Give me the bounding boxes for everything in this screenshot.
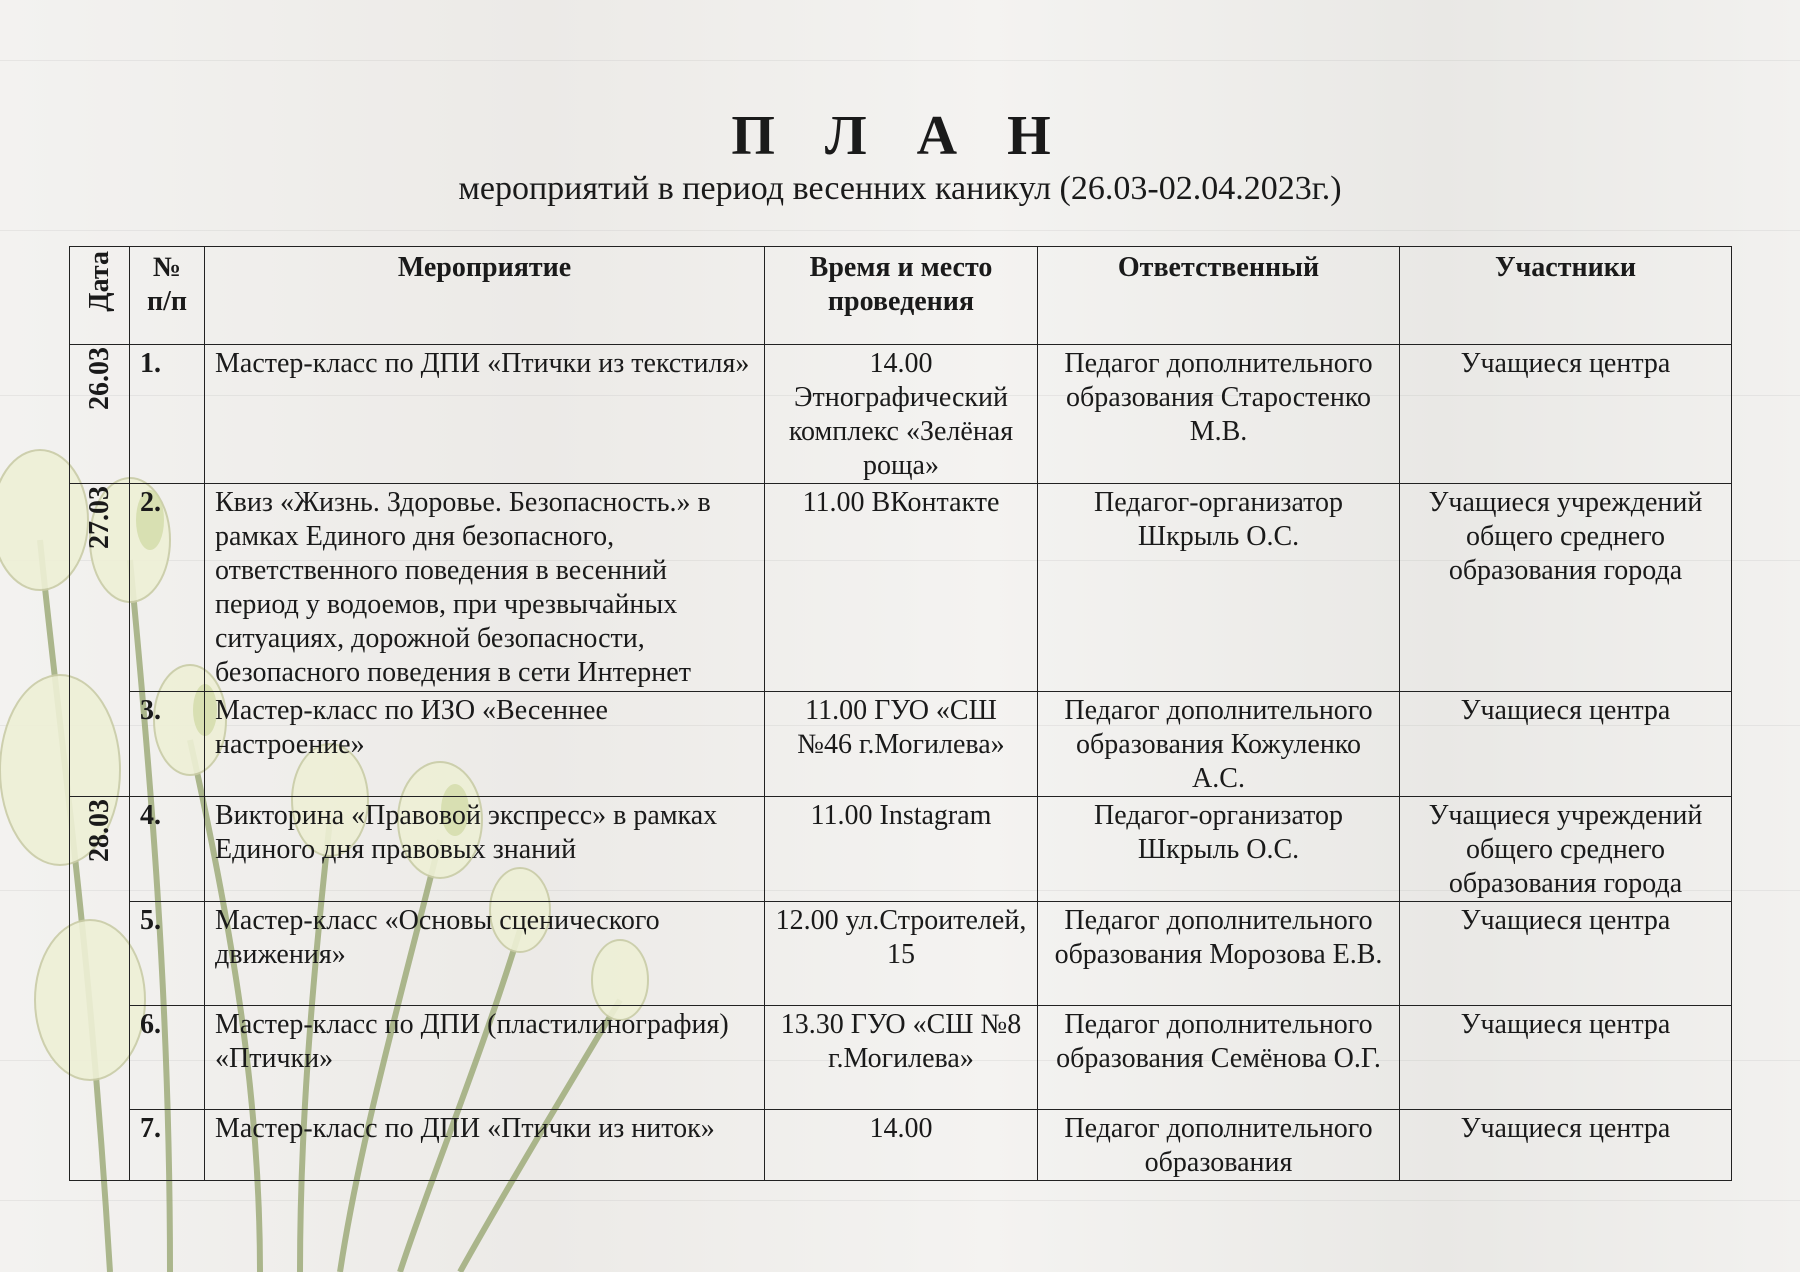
header-time: Время и место проведения	[765, 247, 1038, 345]
page-subtitle: мероприятий в период весенних каникул (26.03-02.04.2023г.)	[458, 170, 1342, 207]
responsible-cell: Педагог дополнительного образования Старостенко М.В.	[1038, 345, 1400, 484]
table-row	[70, 1006, 1732, 1110]
responsible-cell: Педагог-организатор Шкрыль О.С.	[1038, 797, 1400, 902]
row-number: 7.	[130, 1110, 205, 1181]
event-cell: Мастер-класс «Основы сценического движения»	[205, 902, 765, 1006]
row-number: 2.	[130, 484, 205, 692]
events-table	[69, 246, 1732, 1181]
event-cell: Викторина «Правовой экспресс» в рамках Единого дня правовых знаний	[205, 797, 765, 902]
table-header-row	[70, 247, 1732, 345]
event-cell: Мастер-класс по ДПИ «Птички из текстиля»	[205, 345, 765, 484]
table-row	[70, 1110, 1732, 1181]
responsible-cell: Педагог дополнительного образования Морозова Е.В.	[1038, 902, 1400, 1006]
page-title: П Л А Н	[731, 105, 1069, 167]
header-num: № п/п	[130, 247, 205, 345]
time-place-cell: 11.00 ГУО «СШ №46 г.Могилева»	[765, 692, 1038, 797]
participants-cell: Учащиеся центра	[1400, 902, 1732, 1006]
event-cell: Мастер-класс по ИЗО «Весеннее настроение»	[205, 692, 765, 797]
row-number: 1.	[130, 345, 205, 484]
time-place-cell: 14.00	[765, 1110, 1038, 1181]
row-number: 4.	[130, 797, 205, 902]
header-responsible: Ответственный	[1038, 247, 1400, 345]
row-number: 3.	[130, 692, 205, 797]
header-event: Мероприятие	[205, 247, 765, 345]
table-row	[70, 797, 1732, 902]
row-number: 5.	[130, 902, 205, 1006]
time-place-cell: 13.30 ГУО «СШ №8 г.Могилева»	[765, 1006, 1038, 1110]
responsible-cell: Педагог дополнительного образования Кожуленко А.С.	[1038, 692, 1400, 797]
participants-cell: Учащиеся центра	[1400, 1006, 1732, 1110]
responsible-cell: Педагог дополнительного образования	[1038, 1110, 1400, 1181]
participants-cell: Учащиеся центра	[1400, 345, 1732, 484]
header-participants: Участники	[1400, 247, 1732, 345]
time-place-cell: 12.00 ул.Строителей, 15	[765, 902, 1038, 1006]
header-date: Дата	[70, 247, 130, 345]
event-cell: Мастер-класс по ДПИ «Птички из ниток»	[205, 1110, 765, 1181]
row-number: 6.	[130, 1006, 205, 1110]
time-place-cell: 11.00 ВКонтакте	[765, 484, 1038, 692]
date-cell: 26.03	[70, 345, 130, 484]
responsible-cell: Педагог-организатор Шкрыль О.С.	[1038, 484, 1400, 692]
participants-cell: Учащиеся центра	[1400, 1110, 1732, 1181]
event-cell: Квиз «Жизнь. Здоровье. Безопасность.» в рамках Единого дня безопасного, ответственного поведения в весенний период у водоемов, при чрезвычайных ситуациях, дорожной безопасности, безопасного поведения в сети Интернет	[205, 484, 765, 692]
event-cell: Мастер-класс по ДПИ (пластилинография) «Птички»	[205, 1006, 765, 1110]
participants-cell: Учащиеся учреждений общего среднего образования города	[1400, 484, 1732, 692]
time-place-cell: 14.00 Этнографический комплекс «Зелёная роща»	[765, 345, 1038, 484]
participants-cell: Учащиеся центра	[1400, 692, 1732, 797]
table-row	[70, 345, 1732, 484]
responsible-cell: Педагог дополнительного образования Семёнова О.Г.	[1038, 1006, 1400, 1110]
table-row	[70, 484, 1732, 692]
date-cell: 27.03	[70, 484, 130, 797]
date-cell: 28.03	[70, 797, 130, 1181]
participants-cell: Учащиеся учреждений общего среднего образования города	[1400, 797, 1732, 902]
table-row	[70, 692, 1732, 797]
table-row	[70, 902, 1732, 1006]
time-place-cell: 11.00 Instagram	[765, 797, 1038, 902]
